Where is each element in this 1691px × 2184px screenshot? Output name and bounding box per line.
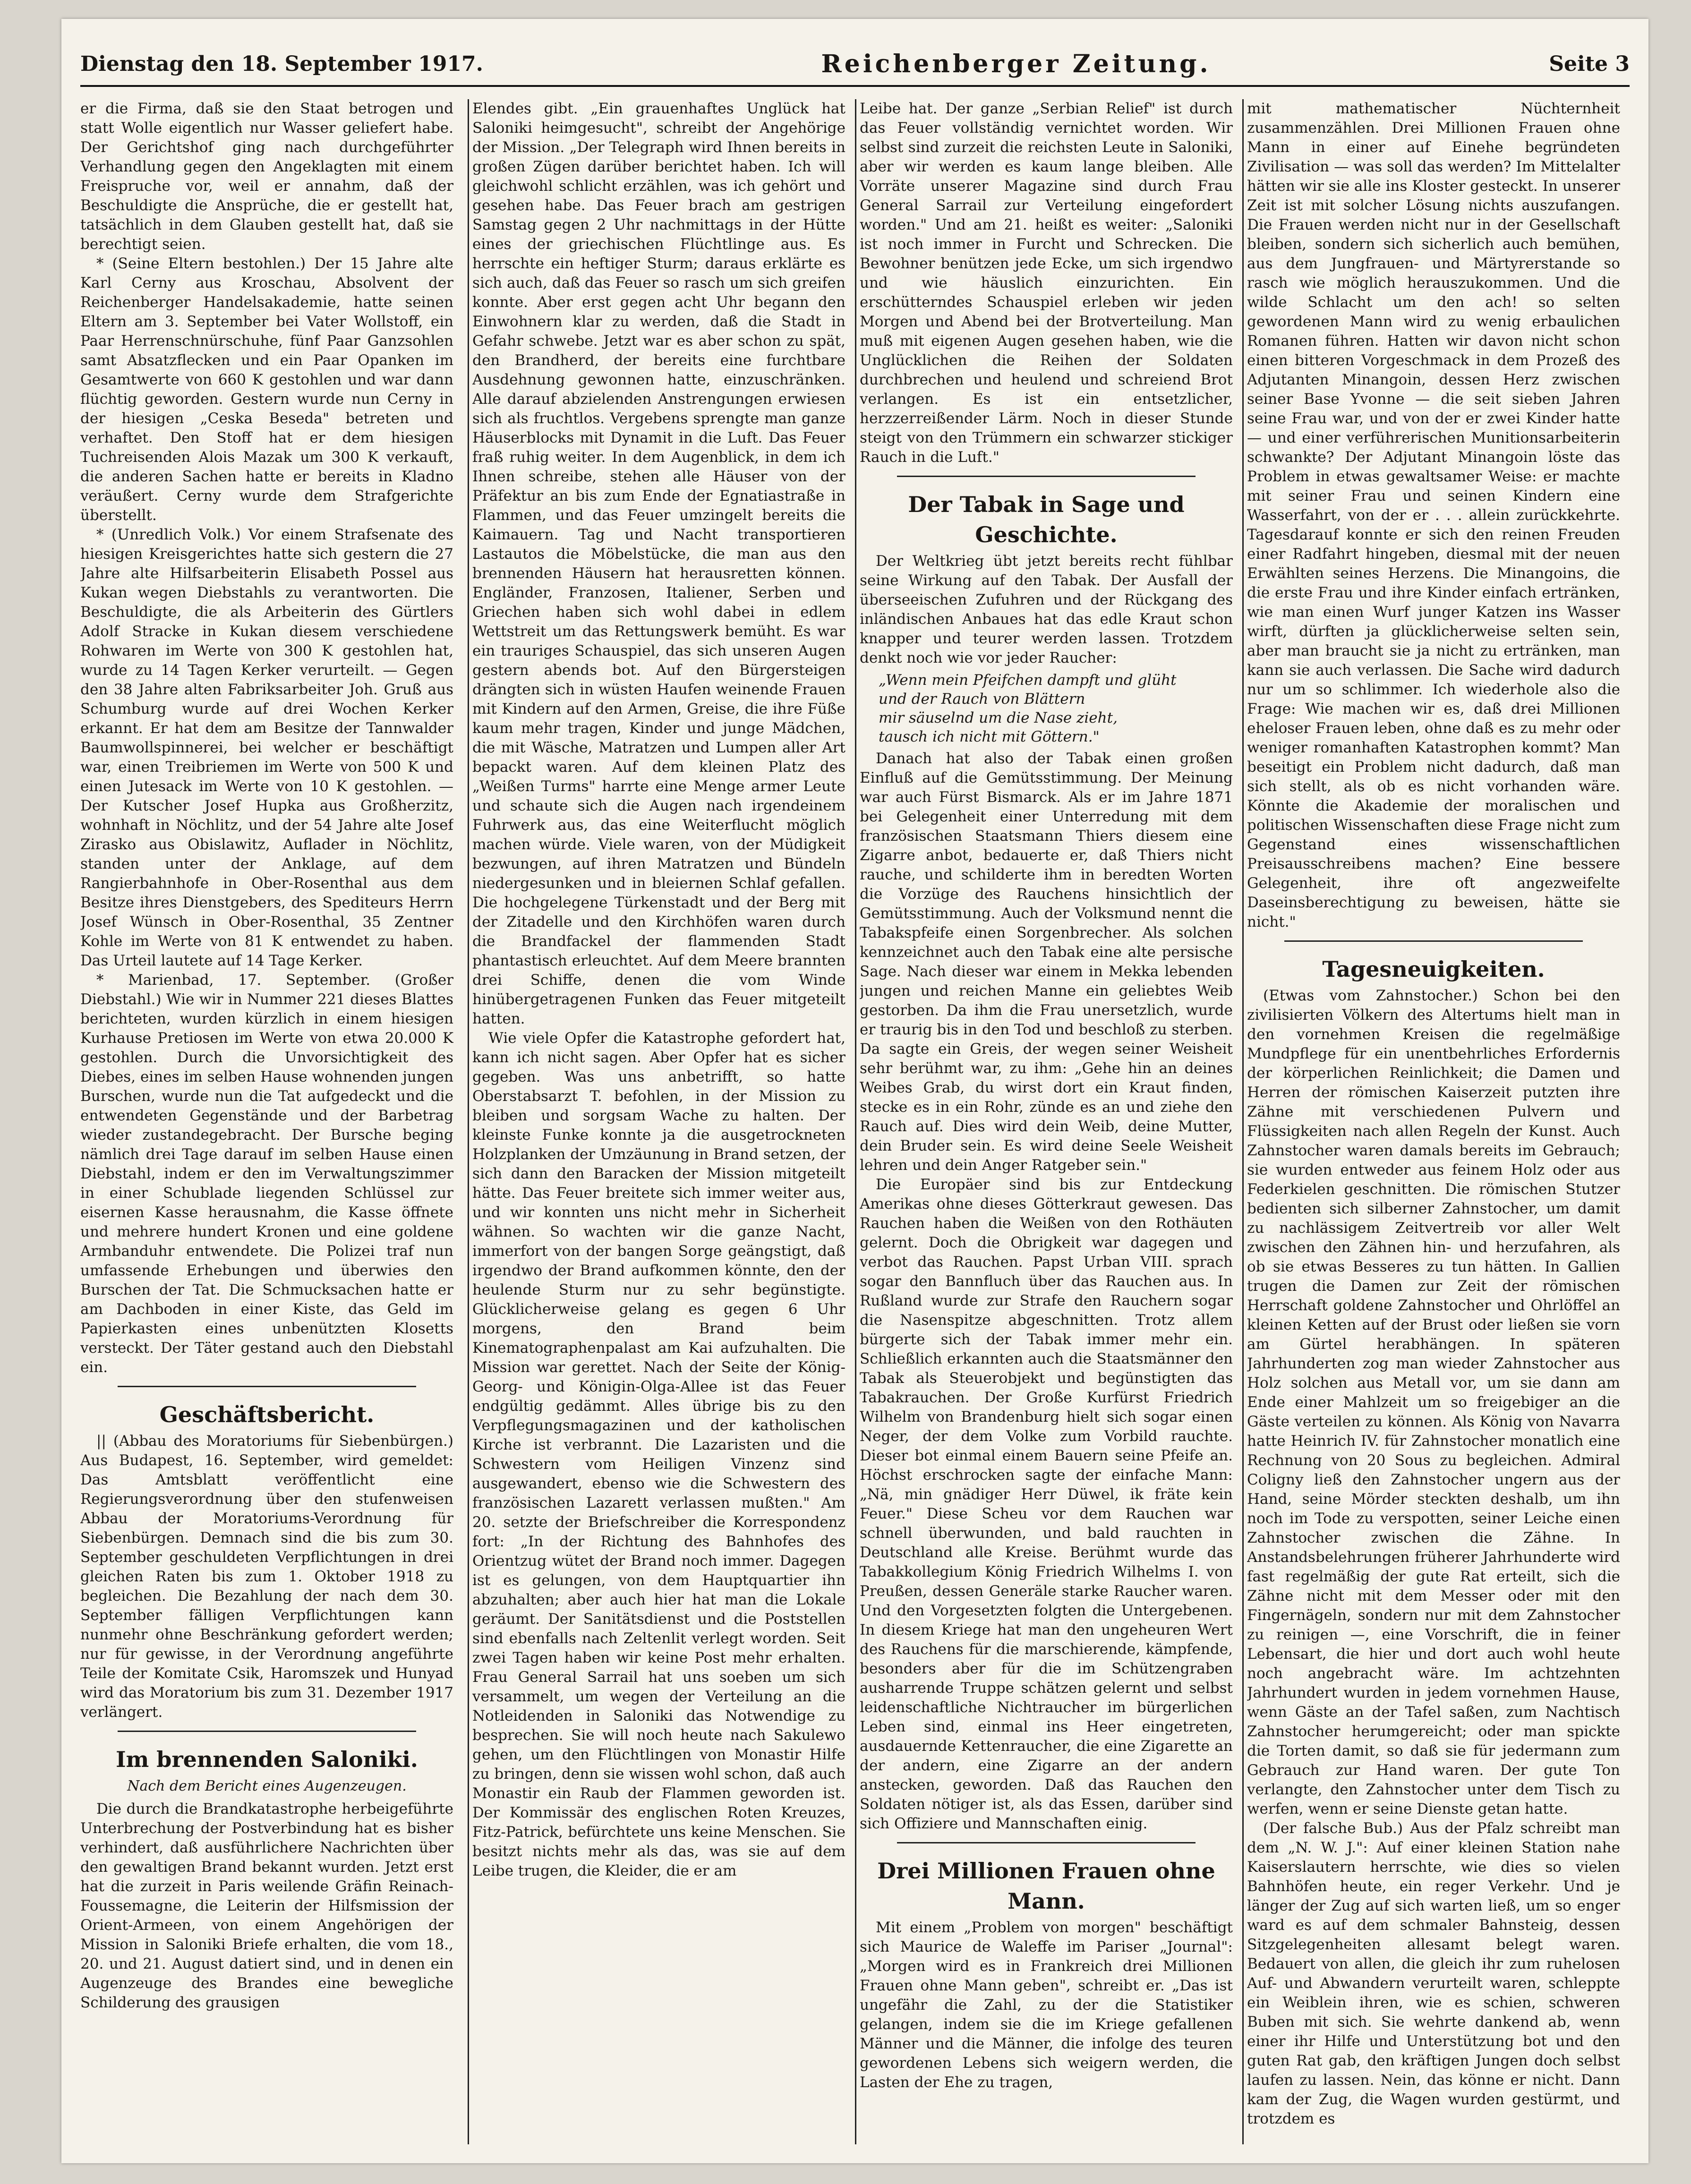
- article-paragraph: mit mathematischer Nüchternheit zusammenzählen. Drei Millionen Frauen ohne Mann in einer auf Einehe begründeten Zivilisation — was soll das werden? Im Mittelalter hätten wir sie alle ins Kloster gesteckt. In unserer Zeit ist mit solcher Lösung nichts auszufangen. Die Frauen werden nicht nur in der Gesellschaft bleiben, sondern sich sicherlich auch bemühen, aus dem Jungfrauen- und Märtyrerstande so rasch wie möglich herauszukommen. Und die wilde Schlacht um den ach! so selten gewordenen Mann wird zu wenig erbaulichen Romanen führen. Hatten wir davon nicht schon einen bitteren Vorgeschmack in dem Prozeß des Adjutanten Minangoin, dessen Herz zwischen seiner Base Yvonne — die seit sieben Jahren seine Frau war, und von der er zwei Kinder hatte — und einer verführerischen Munitionsarbeiterin schwankte? Der Adjutant Minangoin löste das Problem in etwas gewaltsamer Weise: er machte mit seiner Frau und seinen Kindern eine Wasserfahrt, von der er . . . allein zurückkehrte. Tagesdarauf konnte er sich den reinen Freuden einer Radfahrt hingeben, diesmal mit der neuen Erwählten seines Herzens. Die Minangoins, die die erste Frau und ihre Kinder einfach ertränken, wie man einen Wurf junger Katzen ins Wasser wirft, dürften ja glücklicherweise selten sein, aber man braucht sie ja nicht zu ertränken, man kann sie auch verlassen. Die Sache wird dadurch nur um so schlimmer. Ich wiederhole also die Frage: Wie machen wir es, daß drei Millionen eheloser Frauen leben, ohne daß es zu mehr oder weniger romanhaften Katastrophen kommt? Man beseitigt ein Problem nicht dadurch, daß man sich stellt, als ob es nicht vorhanden wäre. Könnte die Akademie der moralischen und politischen Wissenschaften diese Frage nicht zum Gegenstand eines wissenschaftlichen Preisausschreibens machen? Eine bessere Gelegenheit, ihre oft angezweifelte Daseinsberechtigung zu beweisen, hätte sie nicht.": [1247, 100, 1620, 930]
- article-paragraph: Der Weltkrieg übt jetzt bereits recht fühlbar seine Wirkung auf den Tabak. Der Ausfall der überseeischen Zufuhren und der Rückgang des inländischen Anbaues hat das edle Kraut schon knapper und teurer werden lassen. Trotzdem denkt noch wie vor jeder Raucher:: [860, 553, 1233, 666]
- section-heading-frauen: Drei Millionen Frauen ohne Mann.: [877, 1858, 1215, 1914]
- article-paragraph: (Der falsche Bub.) Aus der Pfalz schreibt man dem „N. W. J.": Auf einer kleinen Station nahe Kaiserslautern herrschte, wie dies so vielen Bahnhöfen heute, ein reger Verkehr. Und je länger der Zug auf sich warten ließ, um so enger ward es auf dem schmaler Bahnsteig, dessen Sitzgelegenheiten allesamt belegt waren. Bedauert von allen, die gleich ihr zum ruhelosen Auf- und Abwandern verurteilt waren, schleppte ein Weiblein ihren, wie es schien, schweren Buben mit sich. Sie wehrte dankend ab, wenn einer ihr Hilfe und Unterstützung bot und den guten Rat gab, den kräftigen Jungen doch selbst laufen zu lassen. Nein, das könne er nicht. Dann kam der Zug, die Wagen wurden gestürmt, und trotzdem es: [1247, 1820, 1620, 2127]
- column-3: [860, 99, 1233, 2144]
- poem-line: „Wenn mein Pfeifchen dampft und glüht: [879, 672, 1177, 689]
- article-paragraph: Leibe hat. Der ganze „Serbian Relief" ist durch das Feuer vollständig vernichtet worden. Wir selbst sind zurzeit die reichsten Leute in Saloniki, aber wir werden es kaum lange bleiben. Alle Vorräte unserer Magazine sind durch Frau General Sarrail zur Verteilung eingefordert worden." Und am 21. heißt es weiter: „Saloniki ist noch immer in Furcht und Schrecken. Die Bewohner benützen jede Ecke, um sich irgendwo und wie häuslich einzurichten. Ein erschütterndes Schauspiel erleben wir jeden Morgen und Abend bei der Brotverteilung. Man muß mit eigenen Augen gesehen haben, wie die Unglücklichen die Reihen der Soldaten durchbrechen und heulend und schreiend Brot verlangen. Es ist ein entsetzlicher, herzzerreißender Lärm. Noch in dieser Stunde steigt von den Trümmern ein schwarzer stickiger Rauch in die Luft.": [860, 100, 1233, 466]
- article-paragraph: Elendes gibt. „Ein grauenhaftes Unglück hat Saloniki heimgesucht", schreibt der Angehörige der Mission. „Der Telegraph wird Ihnen bereits in großen Zügen darüber berichtet haben. Ich will gleichwohl schlicht erzählen, was ich gehört und gesehen habe. Das Feuer brach am gestrigen Samstag gegen 2 Uhr nachmittags in der Hütte eines der griechischen Flüchtlinge aus. Es herrschte ein heftiger Sturm; daraus erklärte es sich auch, daß das Feuer so rasch um sich greifen konnte. Aber erst gegen acht Uhr begann den Einwohnern klar zu werden, daß die Stadt in Gefahr schwebe. Jetzt war es aber schon zu spät, den Brandherd, der bereits eine furchtbare Ausdehnung gewonnen hatte, einzuschränken. Alle darauf abzielenden Anstrengungen erwiesen sich als fruchtlos. Vergebens sprengte man ganze Häuserblocks mit Dynamit in die Luft. Das Feuer fraß ruhig weiter. In dem Augenblick, in dem ich Ihnen schreibe, stehen alle Häuser von der Präfektur an bis zum Ende der Egnatiastraße in Flammen, und das Feuer umzingelt bereits die Kaimauern. Tag und Nacht transportieren Lastautos die Möbelstücke, die man aus den brennenden Häusern hat herausretten können. Engländer, Franzosen, Italiener, Serben und Griechen haben sich wohl dabei in edlem Wettstreit um das Rettungswerk bemüht. Es war ein trauriges Schauspiel, das sich unseren Augen gestern abends bot. Auf den Bürgersteigen drängten sich in wüsten Haufen weinende Frauen mit Kindern auf den Armen, Greise, die ihre Füße kaum mehr tragen, Kinder und junge Mädchen, die mit Wäsche, Matratzen und Lumpen aller Art bepackt waren. Auf dem kleinen Platz des „Weißen Turms" harrte eine Menge armer Leute und schaute sich die Augen nach irgendeinem Fuhrwerk aus, das eine Weiterflucht möglich machen würde. Viele waren, von der Müdigkeit bezwungen, auf ihren Matratzen und Bündeln niedergesunken und in bleiernen Schlaf gefallen. Die hochgelegene Türkenstadt und der Berg mit der Zitadelle und den Kirchhöfen waren durch die Brandfackel der flammenden Stadt phantastisch erleuchtet. Auf dem Meere brannten drei Schiffe, denen die vom Winde hinübergetragenen Funken das Feuer mitgeteilt hatten.: [472, 100, 846, 1027]
- section-subheading: Nach dem Bericht eines Augenzeugen.: [127, 1778, 407, 1794]
- header-rule: [80, 85, 1630, 87]
- poem: [879, 671, 1233, 746]
- article-paragraph: * (Seine Eltern bestohlen.) Der 15 Jahre alte Karl Cerny aus Kroschau, Absolvent der Reichenberger Handelsakademie, hatte seinen Eltern am 3. September bei Vater Wollstoff, ein Paar Herrenschnürschuhe, fünf Paar Ganzsohlen samt Absatzflecken und ein Paar Opanken im Gesamtwerte von 660 K gestohlen und war dann flüchtig geworden. Gestern wurde nun Cerny in der hiesigen „Ceska Beseda" betreten und verhaftet. Den Stoff hat er dem hiesigen Tuchreisenden Alois Mazak um 300 K verkauft, die anderen Sachen hatte er bereits in Kladno veräußert. Cerny wurde dem Strafgerichte überstellt.: [80, 255, 453, 524]
- column-1: [80, 99, 453, 2144]
- newspaper-page: [61, 19, 1648, 2163]
- article-paragraph: Die durch die Brandkatastrophe herbeigeführte Unterbrechung der Postverbindung hat es bisher verhindert, daß ausführlichere Nachrichten über den gewaltigen Brand bekannt wurden. Jetzt erst hat die zurzeit in Paris weilende Gräfin Reinach-Foussemagne, die Leiterin der Hilfsmission der Orient-Armeen, von einem Angehörigen der Mission in Saloniki Briefe erhalten, die vom 18., 20. und 21. August datiert sind, und in denen ein Augenzeuge des Brandes eine bewegliche Schilderung des grausigen: [80, 1800, 453, 2011]
- article-paragraph: * (Unredlich Volk.) Vor einem Strafsenate des hiesigen Kreisgerichtes hatte sich gestern die 27 Jahre alte Hilfsarbeiterin Elisabeth Possel aus Kukan wegen Diebstahls zu verantworten. Die Beschuldigte, die als Arbeiterin des Gürtlers Adolf Stracke in Kukan diesem verschiedene Rohwaren im Werte von 300 K gestohlen hat, wurde zu 14 Tagen Kerker verurteilt. — Gegen den 38 Jahre alten Fabriksarbeiter Joh. Gruß aus Schumburg wurde auf drei Wochen Kerker erkannt. Er hat dem am Besitze der Tannwalder Baumwollspinnerei, bei welcher er beschäftigt war, einen Treibriemen im Werte von 500 K und einen Jutesack im Werte von 10 K gestohlen. — Der Kutscher Josef Hupka aus Großherzitz, wohnhaft in Nöchlitz, und der 54 Jahre alte Josef Zirasko aus Obislawitz, Auflader in Nöchlitz, standen unter der Anklage, auf dem Rangierbahnhofe in Ober-Rosenthal aus dem Besitze ihres Dienstgebers, des Spediteurs Herrn Josef Wünsch in Ober-Rosenthal, 35 Zentner Kohle im Werte von 81 K entwendet zu haben. Das Urteil lautete auf 14 Tage Kerker.: [80, 526, 453, 969]
- article-paragraph: Die Europäer sind bis zur Entdeckung Amerikas ohne dieses Götterkraut gewesen. Das Rauchen haben die Weißen von den Rothäuten gelernt. Doch die Obrigkeit war dagegen und verbot das Rauchen. Papst Urban VIII. sprach sogar den Bannfluch über das Rauchen aus. In Rußland wurde zur Strafe den Rauchern sogar die Nasenspitze abgeschnitten. Trotz allem bürgerte sich der Tabak immer mehr ein. Schließlich erkannten auch die Staatsmänner den Tabak als Steuerobjekt und begünstigten das Tabakrauchen. Der Große Kurfürst Friedrich Wilhelm von Brandenburg hielt sich sogar einen Neger, der dem Volke zum Vorbild rauchte. Dieser bot einmal einem Bauern seine Pfeife an. Höchst erschrocken sagte der einfache Mann: „Nä, min gnädiger Herr Düwel, ik fräte kein Feuer." Diese Scheu vor dem Rauchen war schnell überwunden, und bald rauchten in Deutschland alle Kreise. Berühmt wurde das Tabakkollegium König Friedrich Wilhelms I. von Preußen, dessen Generäle starke Raucher waren. Und den Vorgesetzten folgten die Untergebenen. In diesem Kriege hat man den ungeheuren Wert des Rauchens für die marschierende, kämpfende, besonders aber für die im Schützengraben ausharrende Truppe schätzen gelernt und selbst leidenschaftliche Nichtraucher im bürgerlichen Leben sind, einmal ins Heer eingetreten, ausdauernde Kettenraucher, die eine Zigarette an der andern, eine Zigarre an der andern anstecken, geworden. Daß das Rauchen den Soldaten nötiger ist, als das Essen, darüber sind sich Offiziere und Mannschaften einig.: [860, 1176, 1233, 1832]
- newspaper-title: Reichenberger Zeitung.: [821, 49, 1211, 78]
- header-date: Dienstag den 18. September 1917.: [80, 51, 483, 76]
- article-paragraph: Wie viele Opfer die Katastrophe gefordert hat, kann ich nicht sagen. Aber Opfer hat es sicher gegeben. Was uns anbetrifft, so hatte Oberstabsarzt T. befohlen, in der Mission zu bleiben und sorgsam Wache zu halten. Der kleinste Funke konnte ja die ausgetrockneten Holzplanken der Umzäunung in Brand setzen, der sich dann den Baracken der Mission mitgeteilt hätte. Das Feuer breitete sich immer weiter aus, und wir konnten uns nicht mehr in Sicherheit wähnen. So wachten wir die ganze Nacht, immerfort von der bangen Sorge geängstigt, daß irgendwo der Brand aufkommen könnte, den der heulende Sturm nur zu sehr begünstigte. Glücklicherweise gelang es gegen 6 Uhr morgens, den Brand beim Kinematographenpalast am Kai aufzuhalten. Die Mission war gerettet. Nach der Seite der König-Georg- und Königin-Olga-Allee ist das Feuer endgültig gedämmt. Alles übrige bis zu den Verpflegungsmagazinen und der katholischen Kirche ist verbrannt. Die Lazaristen und die Schwestern vom Heiligen Vinzenz sind ausgewandert, ebenso wie die Schwestern des französischen Lazarett verlassen mußten." Am 20. setzte der Briefschreiber die Korrespondenz fort: „In der Richtung des Bahnhofes des Orientzug wütet der Brand noch immer. Dagegen ist es gelungen, von dem Hauptquartier ihn abzuhalten; aber auch hier hat man die Lokale geräumt. Der Sanitätsdienst und die Poststellen sind ebenfalls nach Zeltenlit verlegt worden. Seit zwei Tagen haben wir keine Post mehr erhalten. Frau General Sarrail hat uns soeben um sich versammelt, um wegen der Verteilung an die Notleidenden in Saloniki das Notwendige zu besprechen. Sie will noch heute nach Sakulewo gehen, um den Flüchtlingen von Monastir Hilfe zu bringen, denn sie wissen wohl schon, daß auch Monastir ein Raub der Flammen geworden ist. Der Kommissär des englischen Roten Kreuzes, Fitz-Patrick, befürchtete uns keine Menschen. Sie besitzt nichts mehr als das, was sie auf dem Leibe trugen, die Kleider, die er am: [472, 1030, 846, 1879]
- section-rule: [1284, 940, 1583, 942]
- article-paragraph: Danach hat also der Tabak einen großen Einfluß auf die Gemütsstimmung. Der Meinung war auch Fürst Bismarck. Als er im Jahre 1871 bei Gelegenheit einer Unterredung mit dem französischen Staatsmann Thiers diesem eine Zigarre anbot, bedauerte er, daß Thiers nicht rauche, und schilderte ihm in beredten Worten die Vorzüge des Rauchens hinsichtlich der Gemütsstimmung. Auch der Volksmund nennt die Tabakspfeife einen Sorgenbrecher. Als solchen kennzeichnet auch den Tabak eine alte persische Sage. Nach dieser war einem in Mekka lebenden jungen und reichen Manne ein geliebtes Weib gestorben. Da ihm die Frau unersetzlich, wurde er traurig bis in den Tod und beschloß zu sterben. Da sagte ein Greis, der wegen seiner Weisheit sehr berühmt war, zu ihm: „Gehe hin an deines Weibes Grab, du wirst dort ein Kraut finden, stecke es in ein Rohr, zünde es an und ziehe den Rauch auf. Dies wird dein Weib, deine Mutter, dein Bruder sein. Es wird deine Seele Weisheit lehren und dein Anger Ratgeber sein.": [860, 750, 1233, 1174]
- article-paragraph: (Etwas vom Zahnstocher.) Schon bei den zivilisierten Völkern des Altertums hielt man in den vornehmen Kreisen die regelmäßige Mundpflege für ein unentbehrliches Erfordernis der körperlichen Reinlichkeit; die Damen und Herren der römischen Kaiserzeit putzten ihre Zähne mit verschiedenen Pulvern und Flüssigkeiten nach allen Regeln der Kunst. Auch Zahnstocher waren damals bereits im Gebrauch; sie wurden entweder aus feinem Holz oder aus Federkielen geschnitten. Die römischen Stutzer bedienten sich silberner Zahnstocher, um damit zu nachlässigem Zeitvertreib vor aller Welt zwischen den Zähnen hin- und herzufahren, als ob sie etwas Besseres zu tun hätten. In Gallien trugen die Damen zur Zeit der römischen Herrschaft goldene Zahnstocher und Ohrlöffel an kleinen Ketten auf der Brust oder ließen sie vorn am Gürtel herabhängen. In späteren Jahrhunderten zog man wieder Zahnstocher aus Holz solchen aus Metall vor, um sie dann am Ende einer Mahlzeit um so freigebiger an die Gäste verteilen zu können. Als König von Navarra hatte Heinrich IV. für Zahnstocher monatlich eine Rechnung von 20 Sous zu begleichen. Admiral Coligny ließ den Zahnstocher ungern aus der Hand, seine Mörder steckten deshalb, um ihn noch im Tode zu verspotten, seiner Leiche einen Zahnstocher zwischen die Zähne. In Anstandsbelehrungen früherer Jahrhunderte wird fast regelmäßig der gute Rat erteilt, sich die Zähne nicht mit dem Messer oder mit den Fingernägeln, sondern nur mit dem Zahnstocher zu reinigen —, eine Vorschrift, die in feiner Lebensart, die hier und dort auch wohl heute noch angebracht wäre. Im achtzehnten Jahrhundert wurden in jedem vornehmen Hause, wenn Gäste an der Tafel saßen, zum Nachtisch Zahnstocher herumgereicht; oder man spickte die Torten damit, so daß sie für jedermann zum Gebrauch zur Hand waren. Der gute Ton verlangte, den Zahnstocher unter dem Tisch zu werfen, wenn er seine Dienste getan hatte.: [1247, 987, 1620, 1817]
- article-paragraph: er die Firma, daß sie den Staat betrogen und statt Wolle eigentlich nur Wasser geliefert habe. Der Gerichtshof ging nach durchgeführter Verhandlung gegen den Angeklagten mit einem Freispruche vor, weil er annahm, daß der Beschuldigte die Ansprüche, die er gestellt hat, tatsächlich in dem Glauben gestellt hat, daß sie berechtigt seien.: [80, 100, 453, 253]
- section-heading-tagesneuigkeiten: Tagesneuigkeiten.: [1322, 956, 1545, 982]
- column-4: [1247, 99, 1620, 2144]
- columns: [80, 99, 1630, 2144]
- poem-line: mir säuselnd um die Nase zieht,: [879, 709, 1118, 726]
- page-header: [80, 47, 1630, 80]
- article-paragraph: Mit einem „Problem von morgen" beschäftigt sich Maurice de Waleffe im Pariser „Journal": „Morgen wird es in Frankreich drei Millionen Frauen ohne Mann geben", schreibt er. „Das ist ungefähr die Zahl, zu der die Statistiker gelangen, indem sie die im Kriege gefallenen Männer und die Männer, die infolge des teuren gewordenen Lebens sich weigern werden, die Lasten der Ehe zu tragen,: [860, 1919, 1233, 2091]
- poem-line: tausch ich nicht mit Göttern.": [879, 728, 1100, 745]
- article-paragraph: || (Abbau des Moratoriums für Siebenbürgen.) Aus Budapest, 16. September, wird gemeldet: Das Amtsblatt veröffentlicht eine Regierungsverordnung über den stufenweisen Abbau der Moratoriums-Verordnung für Siebenbürgen. Demnach sind die bis zum 30. September geschuldeten Verpflichtungen in drei gleichen Raten bis zum 1. Oktober 1918 zu begleichen. Die Bezahlung der nach dem 30. September fälligen Verpflichtungen kann nunmehr ohne Beschränkung gefordert werden; nur für gewisse, in der Verordnung angeführte Teile der Komitate Csik, Haromszek und Hunyad wird das Moratorium bis zum 31. Dezember 1917 verlängert.: [80, 1433, 453, 1721]
- column-2: [472, 99, 846, 2144]
- section-rule: [897, 1842, 1196, 1843]
- poem-line: und der Rauch von Blättern: [879, 691, 1085, 708]
- section-rule: [897, 476, 1196, 477]
- section-rule: [118, 1386, 416, 1387]
- section-rule: [118, 1731, 416, 1732]
- section-heading-saloniki: Im brennenden Saloniki.: [116, 1747, 418, 1772]
- section-heading-geschaeftsbericht: Geschäftsbericht.: [159, 1402, 375, 1427]
- section-heading-tabak: Der Tabak in Sage und Geschichte.: [908, 492, 1185, 547]
- article-paragraph: * Marienbad, 17. September. (Großer Diebstahl.) Wie wir in Nummer 221 dieses Blattes berichteten, wurden kürzlich in einem hiesigen Kurhause Pretiosen im Werte von etwa 20.000 K gestohlen. Durch die Unvorsichtigkeit des Diebes, eines im selben Hause wohnenden jungen Burschen, wurde nun die Tat aufgedeckt und die entwendeten Gegenstände und der Barbetrag wieder zustandegebracht. Der Bursche beging nämlich drei Tage darauf im selben Hause einen Diebstahl, indem er den im Verwaltungszimmer in einer Schublade liegenden Schlüssel zur eisernen Kasse herausnahm, die Kasse öffnete und mehrere hundert Kronen und eine goldene Armbanduhr entwendete. Die Polizei traf nun umfassende Erhebungen und überwies den Burschen der Tat. Die Schmucksachen hatte er am Dachboden in einer Kiste, das Geld im Papierkasten eines unbenützten Klosetts versteckt. Der Täter gestand auch den Diebstahl ein.: [80, 972, 453, 1376]
- page-number: Seite 3: [1549, 51, 1630, 76]
